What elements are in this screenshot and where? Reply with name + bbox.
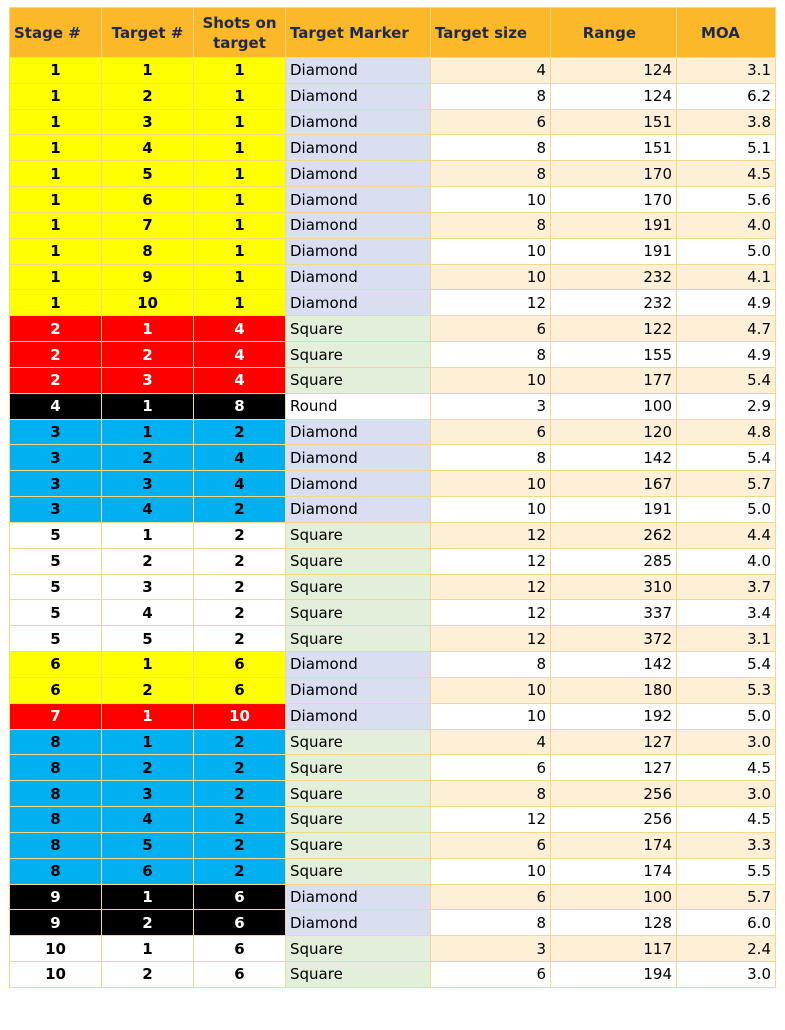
cell-target-size[interactable]: 6 (431, 755, 551, 781)
table-row[interactable] (10, 471, 776, 497)
cell-moa[interactable]: 4.5 (677, 755, 776, 781)
cell-moa[interactable]: 4.7 (677, 316, 776, 342)
cell-marker[interactable]: Diamond (286, 264, 431, 290)
cell-target[interactable]: 2 (102, 83, 194, 109)
cell-marker[interactable]: Diamond (286, 135, 431, 161)
table-row[interactable] (10, 342, 776, 368)
cell-moa[interactable]: 3.0 (677, 961, 776, 987)
cell-target-size[interactable]: 8 (431, 445, 551, 471)
cell-target-size[interactable]: 10 (431, 677, 551, 703)
cell-range[interactable]: 192 (551, 703, 677, 729)
cell-moa[interactable]: 2.9 (677, 393, 776, 419)
cell-target[interactable]: 1 (102, 652, 194, 678)
cell-range[interactable]: 142 (551, 652, 677, 678)
cell-target-size[interactable]: 6 (431, 832, 551, 858)
cell-stage[interactable]: 1 (10, 109, 102, 135)
cell-target-size[interactable]: 12 (431, 290, 551, 316)
cell-target-size[interactable]: 12 (431, 574, 551, 600)
cell-moa[interactable]: 4.5 (677, 807, 776, 833)
cell-stage[interactable]: 5 (10, 626, 102, 652)
cell-stage[interactable]: 8 (10, 729, 102, 755)
header-moa[interactable]: MOA (677, 8, 776, 58)
cell-marker[interactable]: Square (286, 832, 431, 858)
cell-range[interactable]: 256 (551, 807, 677, 833)
cell-marker[interactable]: Round (286, 393, 431, 419)
cell-target-size[interactable]: 6 (431, 961, 551, 987)
cell-shots[interactable]: 2 (194, 600, 286, 626)
cell-marker[interactable]: Square (286, 574, 431, 600)
cell-target[interactable]: 2 (102, 342, 194, 368)
table-row[interactable] (10, 264, 776, 290)
cell-marker[interactable]: Diamond (286, 290, 431, 316)
cell-target[interactable]: 2 (102, 961, 194, 987)
cell-stage[interactable]: 3 (10, 471, 102, 497)
cell-shots[interactable]: 2 (194, 858, 286, 884)
cell-moa[interactable]: 5.7 (677, 471, 776, 497)
cell-stage[interactable]: 3 (10, 445, 102, 471)
cell-shots[interactable]: 6 (194, 961, 286, 987)
cell-shots[interactable]: 6 (194, 936, 286, 962)
cell-target-size[interactable]: 6 (431, 419, 551, 445)
cell-shots[interactable]: 1 (194, 109, 286, 135)
cell-target[interactable]: 6 (102, 187, 194, 213)
table-row[interactable] (10, 367, 776, 393)
cell-target[interactable]: 1 (102, 393, 194, 419)
table-body (10, 58, 776, 988)
cell-moa[interactable]: 5.0 (677, 238, 776, 264)
cell-moa[interactable]: 5.7 (677, 884, 776, 910)
cell-marker[interactable]: Diamond (286, 83, 431, 109)
cell-shots[interactable]: 2 (194, 419, 286, 445)
cell-range[interactable]: 100 (551, 393, 677, 419)
cell-target-size[interactable]: 10 (431, 367, 551, 393)
cell-marker[interactable]: Square (286, 367, 431, 393)
cell-moa[interactable]: 4.8 (677, 419, 776, 445)
cell-shots[interactable]: 2 (194, 781, 286, 807)
table-row[interactable] (10, 419, 776, 445)
cell-target[interactable]: 2 (102, 910, 194, 936)
cell-target-size[interactable]: 3 (431, 936, 551, 962)
cell-stage[interactable]: 1 (10, 83, 102, 109)
cell-moa[interactable]: 5.4 (677, 652, 776, 678)
cell-marker[interactable]: Square (286, 729, 431, 755)
cell-moa[interactable]: 6.2 (677, 83, 776, 109)
cell-stage[interactable]: 1 (10, 238, 102, 264)
cell-target-size[interactable]: 8 (431, 652, 551, 678)
header-stage[interactable]: Stage # (10, 8, 102, 58)
cell-moa[interactable]: 4.0 (677, 548, 776, 574)
cell-target-size[interactable]: 12 (431, 522, 551, 548)
cell-range[interactable]: 177 (551, 367, 677, 393)
cell-moa[interactable]: 5.4 (677, 445, 776, 471)
cell-stage[interactable]: 1 (10, 187, 102, 213)
cell-moa[interactable]: 4.9 (677, 290, 776, 316)
cell-shots[interactable]: 4 (194, 445, 286, 471)
cell-moa[interactable]: 4.9 (677, 342, 776, 368)
cell-target-size[interactable]: 8 (431, 135, 551, 161)
table-row[interactable] (10, 522, 776, 548)
cell-target[interactable]: 1 (102, 703, 194, 729)
table-row[interactable] (10, 161, 776, 187)
table-row[interactable] (10, 109, 776, 135)
cell-target[interactable]: 4 (102, 497, 194, 523)
cell-range[interactable]: 151 (551, 135, 677, 161)
cell-moa[interactable]: 4.0 (677, 212, 776, 238)
cell-target[interactable]: 8 (102, 238, 194, 264)
cell-target[interactable]: 3 (102, 109, 194, 135)
cell-moa[interactable]: 5.0 (677, 497, 776, 523)
cell-shots[interactable]: 10 (194, 703, 286, 729)
cell-target-size[interactable]: 8 (431, 161, 551, 187)
cell-shots[interactable]: 2 (194, 626, 286, 652)
table-row[interactable] (10, 58, 776, 84)
cell-target-size[interactable]: 6 (431, 884, 551, 910)
cell-marker[interactable]: Square (286, 807, 431, 833)
cell-marker[interactable]: Square (286, 936, 431, 962)
cell-stage[interactable]: 9 (10, 884, 102, 910)
cell-marker[interactable]: Square (286, 316, 431, 342)
cell-shots[interactable]: 1 (194, 83, 286, 109)
cell-moa[interactable]: 2.4 (677, 936, 776, 962)
cell-marker[interactable]: Diamond (286, 910, 431, 936)
cell-target[interactable]: 5 (102, 626, 194, 652)
cell-target-size[interactable]: 10 (431, 858, 551, 884)
cell-shots[interactable]: 4 (194, 367, 286, 393)
cell-shots[interactable]: 1 (194, 212, 286, 238)
cell-marker[interactable]: Square (286, 858, 431, 884)
cell-target-size[interactable]: 10 (431, 497, 551, 523)
cell-moa[interactable]: 3.1 (677, 58, 776, 84)
cell-shots[interactable]: 4 (194, 471, 286, 497)
table-row[interactable] (10, 832, 776, 858)
cell-range[interactable]: 117 (551, 936, 677, 962)
cell-moa[interactable]: 4.1 (677, 264, 776, 290)
cell-stage[interactable]: 10 (10, 936, 102, 962)
cell-target[interactable]: 4 (102, 807, 194, 833)
cell-marker[interactable]: Diamond (286, 703, 431, 729)
cell-stage[interactable]: 5 (10, 522, 102, 548)
cell-marker[interactable]: Square (286, 342, 431, 368)
table-row[interactable] (10, 290, 776, 316)
cell-range[interactable]: 127 (551, 729, 677, 755)
table-row[interactable] (10, 858, 776, 884)
cell-range[interactable]: 174 (551, 858, 677, 884)
cell-marker[interactable]: Square (286, 548, 431, 574)
cell-target-size[interactable]: 10 (431, 703, 551, 729)
cell-target[interactable]: 1 (102, 729, 194, 755)
cell-target[interactable]: 2 (102, 755, 194, 781)
cell-moa[interactable]: 3.8 (677, 109, 776, 135)
table-row[interactable] (10, 884, 776, 910)
header-shots[interactable]: Shots on target (194, 8, 286, 58)
cell-moa[interactable]: 3.0 (677, 729, 776, 755)
cell-marker[interactable]: Square (286, 961, 431, 987)
cell-moa[interactable]: 3.1 (677, 626, 776, 652)
cell-shots[interactable]: 2 (194, 729, 286, 755)
cell-marker[interactable]: Diamond (286, 187, 431, 213)
cell-stage[interactable]: 1 (10, 161, 102, 187)
table-row[interactable] (10, 703, 776, 729)
cell-marker[interactable]: Square (286, 522, 431, 548)
cell-target-size[interactable]: 8 (431, 342, 551, 368)
header-target[interactable]: Target # (102, 8, 194, 58)
cell-target[interactable]: 2 (102, 677, 194, 703)
cell-target-size[interactable]: 10 (431, 264, 551, 290)
cell-range[interactable]: 151 (551, 109, 677, 135)
cell-shots[interactable]: 6 (194, 677, 286, 703)
table-row[interactable] (10, 187, 776, 213)
cell-shots[interactable]: 1 (194, 264, 286, 290)
cell-target[interactable]: 6 (102, 858, 194, 884)
cell-stage[interactable]: 5 (10, 548, 102, 574)
cell-stage[interactable]: 8 (10, 807, 102, 833)
cell-range[interactable]: 285 (551, 548, 677, 574)
cell-moa[interactable]: 5.3 (677, 677, 776, 703)
cell-moa[interactable]: 5.1 (677, 135, 776, 161)
cell-moa[interactable]: 3.3 (677, 832, 776, 858)
cell-target-size[interactable]: 4 (431, 729, 551, 755)
cell-target-size[interactable]: 12 (431, 807, 551, 833)
cell-stage[interactable]: 3 (10, 497, 102, 523)
cell-target[interactable]: 4 (102, 135, 194, 161)
cell-moa[interactable]: 4.5 (677, 161, 776, 187)
cell-stage[interactable]: 3 (10, 419, 102, 445)
cell-stage[interactable]: 8 (10, 832, 102, 858)
cell-target[interactable]: 1 (102, 884, 194, 910)
cell-target[interactable]: 3 (102, 574, 194, 600)
cell-stage[interactable]: 10 (10, 961, 102, 987)
cell-stage[interactable]: 5 (10, 574, 102, 600)
cell-target[interactable]: 3 (102, 471, 194, 497)
cell-shots[interactable]: 1 (194, 161, 286, 187)
cell-target[interactable]: 2 (102, 445, 194, 471)
table-row[interactable] (10, 600, 776, 626)
cell-moa[interactable]: 5.6 (677, 187, 776, 213)
cell-target[interactable]: 1 (102, 419, 194, 445)
cell-moa[interactable]: 5.0 (677, 703, 776, 729)
cell-moa[interactable]: 3.7 (677, 574, 776, 600)
table-row[interactable] (10, 729, 776, 755)
cell-stage[interactable]: 8 (10, 755, 102, 781)
cell-stage[interactable]: 1 (10, 58, 102, 84)
cell-range[interactable]: 170 (551, 161, 677, 187)
cell-marker[interactable]: Diamond (286, 109, 431, 135)
cell-range[interactable]: 337 (551, 600, 677, 626)
cell-range[interactable]: 142 (551, 445, 677, 471)
table-row[interactable] (10, 910, 776, 936)
cell-target-size[interactable]: 10 (431, 238, 551, 264)
table-row[interactable] (10, 548, 776, 574)
cell-range[interactable]: 232 (551, 290, 677, 316)
cell-range[interactable]: 310 (551, 574, 677, 600)
cell-shots[interactable]: 1 (194, 58, 286, 84)
table-row[interactable] (10, 961, 776, 987)
cell-stage[interactable]: 6 (10, 652, 102, 678)
cell-stage[interactable]: 2 (10, 342, 102, 368)
cell-target[interactable]: 1 (102, 936, 194, 962)
cell-stage[interactable]: 1 (10, 135, 102, 161)
cell-range[interactable]: 194 (551, 961, 677, 987)
table-row[interactable] (10, 135, 776, 161)
header-row (10, 8, 776, 58)
cell-target-size[interactable]: 3 (431, 393, 551, 419)
cell-shots[interactable]: 6 (194, 884, 286, 910)
cell-range[interactable]: 127 (551, 755, 677, 781)
cell-target[interactable]: 5 (102, 832, 194, 858)
cell-range[interactable]: 191 (551, 497, 677, 523)
cell-range[interactable]: 170 (551, 187, 677, 213)
cell-range[interactable]: 372 (551, 626, 677, 652)
cell-shots[interactable]: 6 (194, 910, 286, 936)
cell-target-size[interactable]: 8 (431, 781, 551, 807)
table-row[interactable] (10, 807, 776, 833)
table-row[interactable] (10, 316, 776, 342)
cell-range[interactable]: 262 (551, 522, 677, 548)
cell-range[interactable]: 180 (551, 677, 677, 703)
cell-range[interactable]: 155 (551, 342, 677, 368)
cell-target[interactable]: 1 (102, 522, 194, 548)
cell-shots[interactable]: 2 (194, 807, 286, 833)
table-row[interactable] (10, 83, 776, 109)
cell-shots[interactable]: 1 (194, 238, 286, 264)
cell-marker[interactable]: Diamond (286, 471, 431, 497)
table-row[interactable] (10, 626, 776, 652)
cell-moa[interactable]: 3.4 (677, 600, 776, 626)
cell-shots[interactable]: 2 (194, 832, 286, 858)
cell-moa[interactable]: 3.0 (677, 781, 776, 807)
cell-target-size[interactable]: 10 (431, 187, 551, 213)
cell-range[interactable]: 122 (551, 316, 677, 342)
header-marker[interactable]: Target Marker (286, 8, 431, 58)
cell-target-size[interactable]: 12 (431, 600, 551, 626)
cell-target[interactable]: 3 (102, 367, 194, 393)
table-row[interactable] (10, 497, 776, 523)
cell-range[interactable]: 167 (551, 471, 677, 497)
cell-range[interactable]: 124 (551, 83, 677, 109)
cell-marker[interactable]: Square (286, 626, 431, 652)
cell-shots[interactable]: 8 (194, 393, 286, 419)
cell-target-size[interactable]: 6 (431, 316, 551, 342)
cell-stage[interactable]: 4 (10, 393, 102, 419)
cell-stage[interactable]: 5 (10, 600, 102, 626)
cell-range[interactable]: 128 (551, 910, 677, 936)
cell-moa[interactable]: 4.4 (677, 522, 776, 548)
cell-marker[interactable]: Diamond (286, 884, 431, 910)
cell-marker[interactable]: Diamond (286, 419, 431, 445)
cell-range[interactable]: 256 (551, 781, 677, 807)
cell-target[interactable]: 1 (102, 58, 194, 84)
table-row[interactable] (10, 212, 776, 238)
cell-target-size[interactable]: 10 (431, 471, 551, 497)
cell-shots[interactable]: 4 (194, 316, 286, 342)
cell-marker[interactable]: Square (286, 600, 431, 626)
cell-target[interactable]: 5 (102, 161, 194, 187)
table-row[interactable] (10, 393, 776, 419)
cell-moa[interactable]: 5.4 (677, 367, 776, 393)
table-row[interactable] (10, 781, 776, 807)
cell-shots[interactable]: 2 (194, 574, 286, 600)
cell-target[interactable]: 4 (102, 600, 194, 626)
cell-target-size[interactable]: 12 (431, 548, 551, 574)
target-table (9, 7, 776, 988)
cell-target[interactable]: 3 (102, 781, 194, 807)
cell-shots[interactable]: 2 (194, 522, 286, 548)
cell-target-size[interactable]: 8 (431, 910, 551, 936)
cell-range[interactable]: 174 (551, 832, 677, 858)
cell-shots[interactable]: 2 (194, 497, 286, 523)
table-row[interactable] (10, 445, 776, 471)
cell-stage[interactable]: 8 (10, 858, 102, 884)
cell-marker[interactable]: Diamond (286, 238, 431, 264)
cell-shots[interactable]: 1 (194, 290, 286, 316)
cell-shots[interactable]: 1 (194, 187, 286, 213)
cell-marker[interactable]: Square (286, 781, 431, 807)
cell-marker[interactable]: Diamond (286, 445, 431, 471)
table-row[interactable] (10, 574, 776, 600)
cell-marker[interactable]: Diamond (286, 677, 431, 703)
cell-target[interactable]: 2 (102, 548, 194, 574)
cell-target[interactable]: 1 (102, 316, 194, 342)
table-row[interactable] (10, 936, 776, 962)
table-row[interactable] (10, 238, 776, 264)
cell-marker[interactable]: Diamond (286, 161, 431, 187)
cell-target[interactable]: 9 (102, 264, 194, 290)
table-row[interactable] (10, 755, 776, 781)
cell-stage[interactable]: 9 (10, 910, 102, 936)
cell-shots[interactable]: 4 (194, 342, 286, 368)
cell-moa[interactable]: 5.5 (677, 858, 776, 884)
cell-marker[interactable]: Diamond (286, 212, 431, 238)
cell-stage[interactable]: 2 (10, 316, 102, 342)
cell-range[interactable]: 191 (551, 212, 677, 238)
cell-shots[interactable]: 2 (194, 755, 286, 781)
cell-target-size[interactable]: 6 (431, 109, 551, 135)
cell-stage[interactable]: 8 (10, 781, 102, 807)
cell-stage[interactable]: 2 (10, 367, 102, 393)
cell-target-size[interactable]: 12 (431, 626, 551, 652)
cell-stage[interactable]: 7 (10, 703, 102, 729)
cell-range[interactable]: 232 (551, 264, 677, 290)
cell-stage[interactable]: 1 (10, 212, 102, 238)
cell-marker[interactable]: Diamond (286, 652, 431, 678)
cell-shots[interactable]: 2 (194, 548, 286, 574)
cell-range[interactable]: 191 (551, 238, 677, 264)
header-range[interactable]: Range (551, 8, 677, 58)
cell-moa[interactable]: 6.0 (677, 910, 776, 936)
table-row[interactable] (10, 677, 776, 703)
cell-shots[interactable]: 1 (194, 135, 286, 161)
cell-target-size[interactable]: 8 (431, 83, 551, 109)
cell-range[interactable]: 124 (551, 58, 677, 84)
cell-target[interactable]: 7 (102, 212, 194, 238)
cell-marker[interactable]: Diamond (286, 497, 431, 523)
cell-target-size[interactable]: 4 (431, 58, 551, 84)
cell-target-size[interactable]: 8 (431, 212, 551, 238)
cell-target[interactable]: 10 (102, 290, 194, 316)
cell-stage[interactable]: 1 (10, 290, 102, 316)
cell-marker[interactable]: Diamond (286, 58, 431, 84)
cell-marker[interactable]: Square (286, 755, 431, 781)
cell-shots[interactable]: 6 (194, 652, 286, 678)
cell-range[interactable]: 120 (551, 419, 677, 445)
header-size[interactable]: Target size (431, 8, 551, 58)
cell-stage[interactable]: 1 (10, 264, 102, 290)
cell-range[interactable]: 100 (551, 884, 677, 910)
table-row[interactable] (10, 652, 776, 678)
cell-stage[interactable]: 6 (10, 677, 102, 703)
